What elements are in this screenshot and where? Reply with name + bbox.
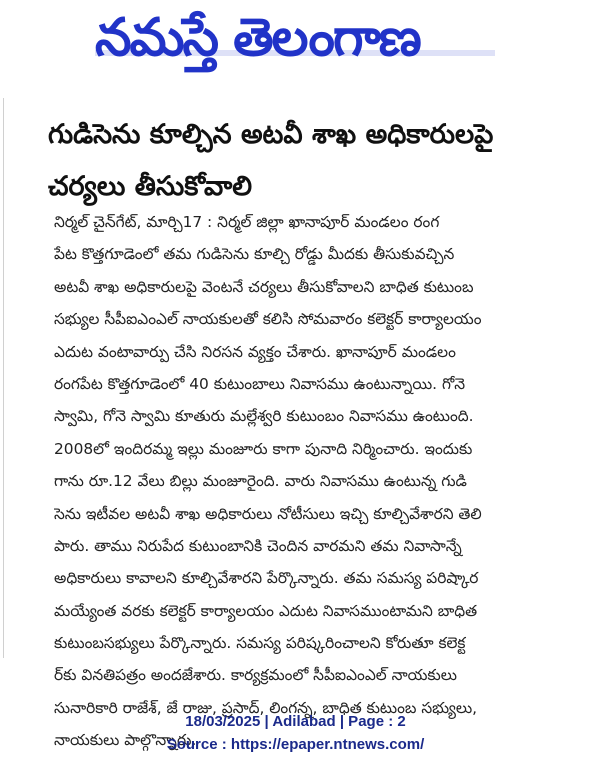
article-line: అధికారులు కావాలని కూల్చివేశారని పేర్కొన్నారు. తమ సమస్య పరిష్కార (54, 569, 479, 588)
article-line: నాయకులు పాల్గొన్నారు. (54, 731, 197, 750)
article-line: అటవీ శాఖ అధికారులపై వెంటనే చర్యలు తీసుకోవాలని బాధిత కుటుంబ (54, 277, 474, 296)
article-line: పారు. తాము నిరుపేద కుటుంబానికి చెందిన వారమని తమ నివాసాన్నే (54, 536, 462, 555)
article-line: 2008లో ఇందిరమ్మ ఇల్లు మంజూరు కాగా పునాది నిర్మించారు. ఇందుకు (54, 439, 473, 458)
article-line: గాను రూ.12 వేలు బిల్లు మంజూరైంది. వారు నివాసము ఉంటున్న గుడి (54, 472, 467, 491)
article-line: నిర్మల్ చైన్‌గేట్, మార్చి17 : నిర్మల్ జిల్లా ఖానాపూర్ మండలం రంగ (54, 213, 440, 231)
article-line: సునారికారి రాజేశ్, జే రాజు, ప్రసాద్, లింగన్న, బాధిత కుటుంబ సభ్యులు, (54, 698, 478, 717)
footer-source-link[interactable]: Source : https://epaper.ntnews.com/ (166, 736, 425, 753)
newspaper-logo: నమస్తే తెలంగాణ (95, 7, 420, 68)
article-line: సభ్యుల సీపీఐఎంఎల్ నాయకులతో కలిసి సోమవారం కలెక్టర్ కార్యాలయం (54, 310, 482, 329)
masthead (0, 0, 591, 86)
headline-line-1: గుడిసెను కూల్చిన అటవీ శాఖ అధికారులపై (48, 119, 494, 150)
article-line: పేట కొత్తగూడెంలో తమ గుడిసెను కూల్చి రోడ్డు మీదకు తీసుకువచ్చిన (54, 245, 455, 264)
article-line: ఎదుట వంటావార్పు చేసి నిరసన వ్యక్తం చేశారు. ఖానాపూర్ మండలం (54, 342, 456, 361)
article-line: కుటుంబసభ్యులు పేర్కొన్నారు. సమస్య పరిష్కరించాలని కోరుతూ కలెక్ట (54, 634, 466, 653)
article-line: స్వామి, గోనె స్వామి కూతురు మల్లేశ్వరి కుటుంబం నివాసము ఉంటుంది. (54, 407, 474, 426)
footer-edition-info: 18/03/2025 | Adilabad | Page : 2 (185, 713, 406, 730)
column-rule (3, 98, 4, 658)
headline-line-2: చర్యలు తీసుకోవాలి (48, 171, 253, 202)
article-line: మయ్యేంత వరకు కలెక్టర్ కార్యాలయం ఎదుట నివాసముంటామని బాధిత (54, 601, 478, 620)
article-body (54, 206, 584, 757)
article-line: రంగపేట కొత్తగూడెంలో 40 కుటుంబాలు నివాసము ఉంటున్నాయి. గోనె (54, 374, 466, 393)
article-line: ర్‌కు వినతిపత్రం అందజేశారు. కార్యక్రమంలో సీపీఐఎంఎల్ నాయకులు (54, 666, 457, 685)
article-line: సెను ఇటీవల అటవీ శాఖ అధికారులు నోటీసులు ఇచ్చి కూల్చివేశారని తెలి (54, 504, 482, 523)
